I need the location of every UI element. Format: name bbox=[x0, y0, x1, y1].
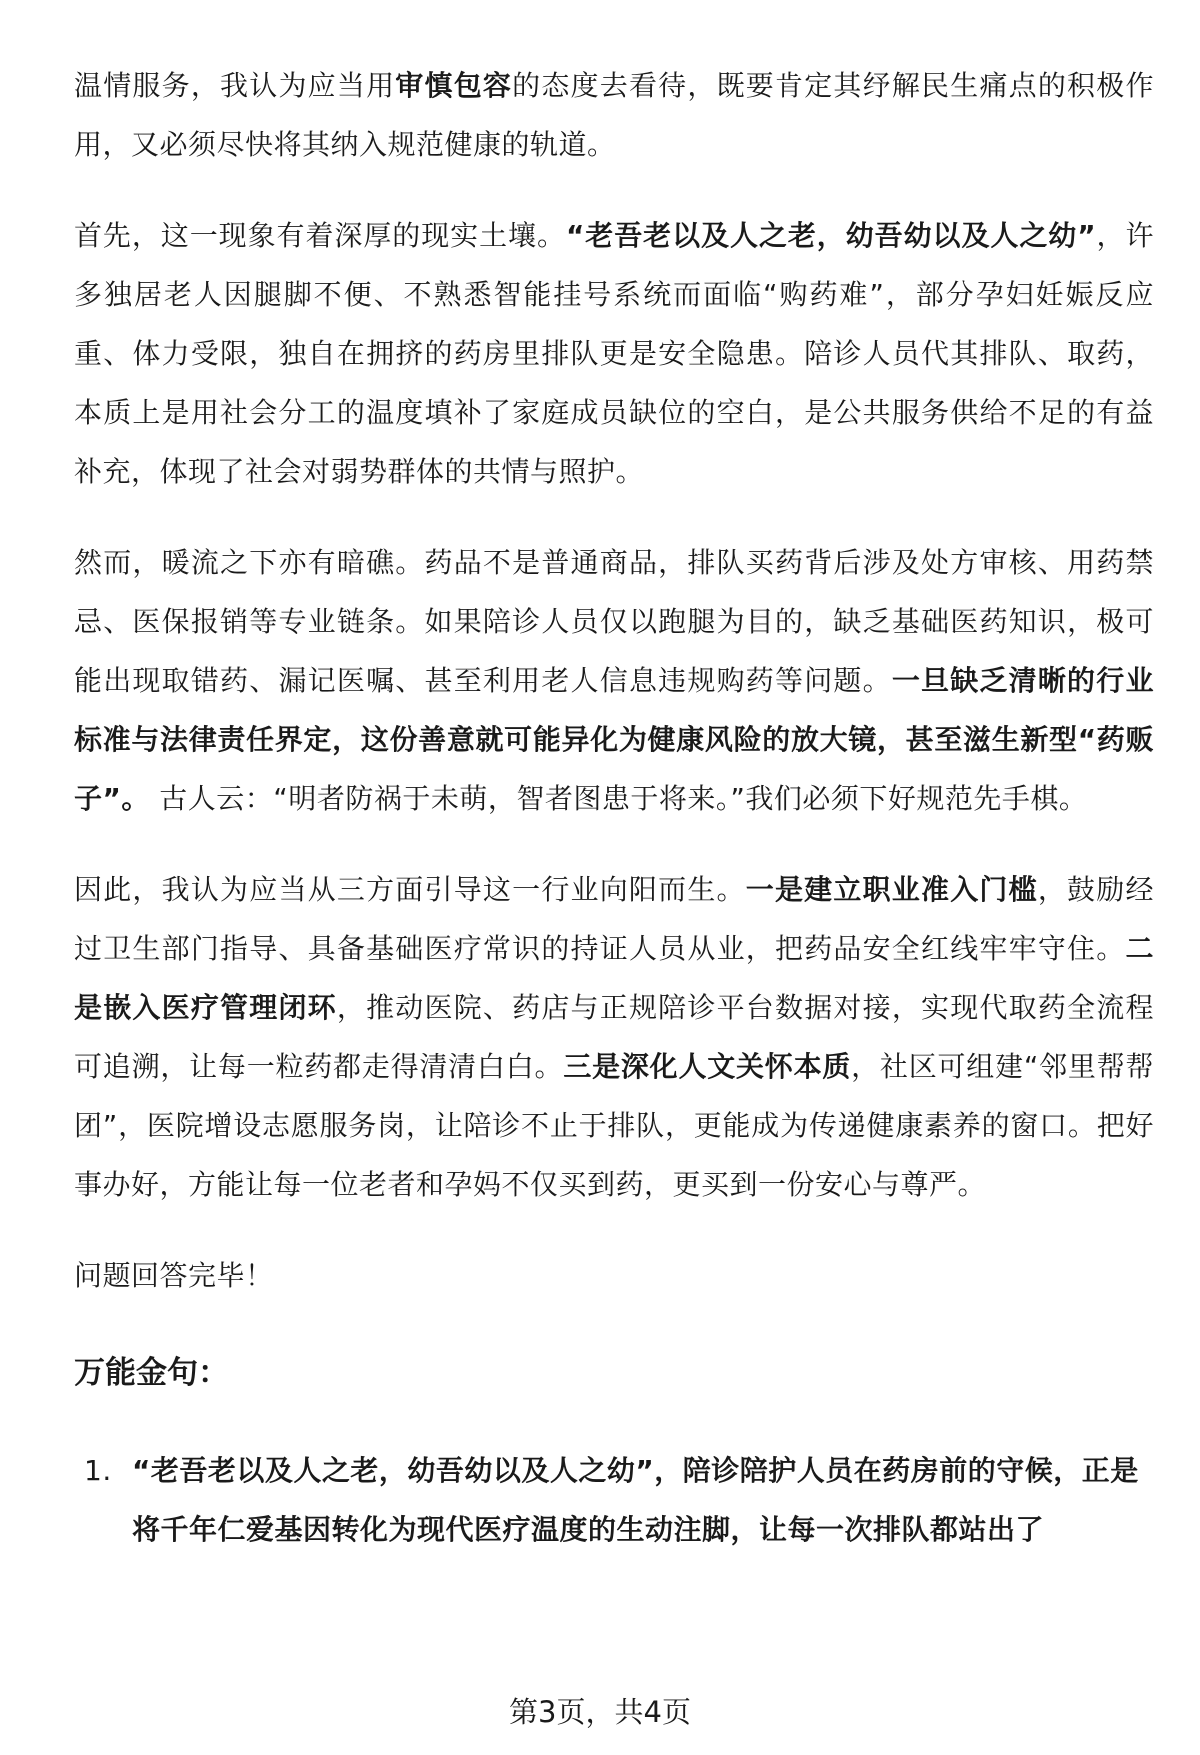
text-segment: 然而，暖流之下亦有暗礁。药品不是普通商品，排队买药背后涉及处方审核、用药禁忌、医保报销等专业链条。如果陪诊人员仅以跑腿为目的，缺乏基础医药知识，极可能出现取错药、漏记医嘱、甚至利用老人信息违规购药等问题。 bbox=[74, 546, 1154, 697]
text-segment: ，社区可组建“邻里帮帮团”，医院增设志愿服务岗，让陪诊不止于排队，更能成为传递健康素养的窗口。把好事办好，方能让每一位老者和孕妈不仅买到药，更买到一份安心与尊严。 bbox=[74, 1050, 1154, 1201]
text-segment: 问题回答完毕！ bbox=[74, 1259, 274, 1292]
paragraph bbox=[74, 860, 1154, 1214]
paragraph bbox=[74, 1246, 1154, 1305]
paragraph bbox=[74, 56, 1154, 174]
text-segment: 首先，这一现象有着深厚的现实土壤。 bbox=[74, 219, 566, 252]
text-segment: 温情服务，我认为应当用 bbox=[74, 69, 396, 102]
text-segment: ，许多独居老人因腿脚不便、不熟悉智能挂号系统而面临“购药难”，部分孕妇妊娠反应重、体力受限，独自在拥挤的药房里排队更是安全隐患。陪诊人员代其排队、取药，本质上是用社会分工的温度填补了家庭成员缺位的空白，是公共服务供给不足的有益补充，体现了社会对弱势群体的共情与照护。 bbox=[74, 219, 1154, 488]
paragraph bbox=[74, 533, 1154, 828]
bold-text: 审慎包容 bbox=[395, 69, 513, 102]
bold-text: 三是深化人文关怀本质 bbox=[563, 1050, 852, 1083]
paragraph bbox=[74, 206, 1154, 501]
bold-text: 二是嵌入医疗管理闭环 bbox=[74, 932, 1154, 1024]
bold-text: “老吾老以及人之老，幼吾幼以及人之幼” bbox=[565, 219, 1097, 252]
text-segment: ，鼓励经过卫生部门指导、具备基础医疗常识的持证人员从业，把药品安全红线牢牢守住。 bbox=[74, 873, 1154, 965]
page-footer: 第3页，共4页 bbox=[0, 1692, 1200, 1732]
text-segment: 因此，我认为应当从三方面引导这一行业向阳而生。 bbox=[74, 873, 746, 906]
text-segment: 古人云：“明者防祸于未萌，智者图患于将来。”我们必须下好规范先手棋。 bbox=[149, 782, 1088, 815]
body-paragraphs bbox=[74, 56, 1154, 1305]
bold-text: 一是建立职业准入门槛 bbox=[745, 873, 1038, 906]
section-title: 万能金句： bbox=[74, 1355, 229, 1391]
bold-text: 一旦缺乏清晰的行业标准与法律责任界定，这份善意就可能异化为健康风险的放大镜，甚至滋生新型“药贩子”。 bbox=[74, 664, 1154, 815]
list-text: “老吾老以及人之老，幼吾幼以及人之幼”，陪诊陪护人员在药房前的守候，正是将千年仁爱基因转化为现代医疗温度的生动注脚，让每一次排队都站出了 bbox=[132, 1454, 1139, 1546]
list-item bbox=[74, 1441, 1154, 1559]
list-number: 1. bbox=[84, 1454, 112, 1487]
text-segment: 的态度去看待，既要肯定其纾解民生痛点的积极作用，又必须尽快将其纳入规范健康的轨道。 bbox=[74, 69, 1154, 161]
document-page bbox=[74, 56, 1154, 1559]
text-segment: ，推动医院、药店与正规陪诊平台数据对接，实现代取药全流程可追溯，让每一粒药都走得清清白白。 bbox=[74, 991, 1154, 1083]
golden-sentence-list bbox=[74, 1441, 1154, 1559]
